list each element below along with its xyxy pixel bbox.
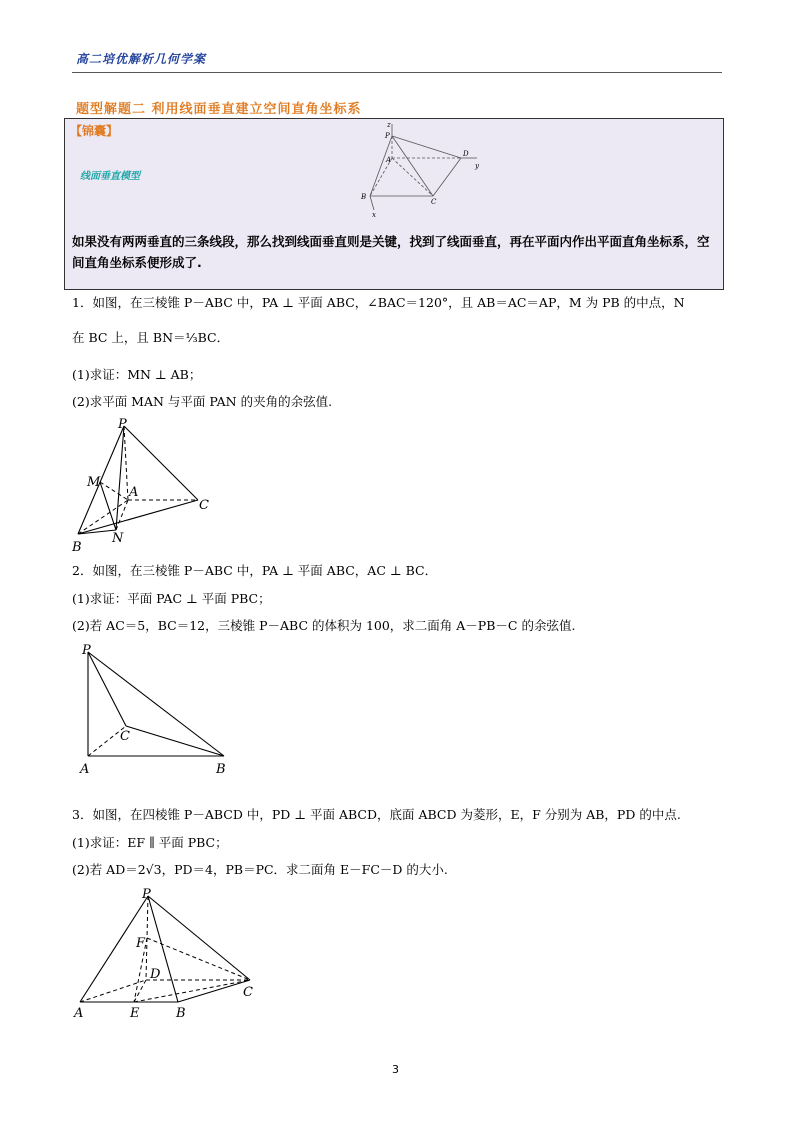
q3-part2: (2)若 AD＝2√3，PD＝4，PB＝PC．求二面角 E－FC－D 的大小. [72,862,448,877]
q3-part1: (1)求证：EF ∥ 平面 PBC； [72,835,228,850]
tip-tag: 【锦囊】 [70,124,119,138]
fig3-label-E: E [130,1006,140,1021]
fig3-label-F: F [136,936,146,951]
q1-part2: (2)求平面 MAN 与平面 PAN 的夹角的余弦值. [72,394,333,409]
fig1-label-P: P [118,417,127,432]
fig3-label-P: P [142,887,151,902]
fig1-label-A: A [129,485,139,500]
fig2-label-P: P [82,643,91,658]
model-label-x: x [372,211,376,219]
q2-figure [74,640,240,778]
fig3-label-C: C [243,985,253,1000]
model-label-C: C [431,198,437,206]
fig1-label-B: B [72,540,82,555]
section-title: 题型解题二 利用线面垂直建立空间直角坐标系 [76,102,362,117]
fig3-label-D: D [150,967,161,982]
header-title: 高二培优解析几何学案 [76,52,207,66]
model-label-B: B [361,193,367,201]
header-divider [72,72,722,73]
tip-text: 如果没有两两垂直的三条线段，那么找到线面垂直则是关键，找到了线面垂直，再在平面内作出平面直角坐标系，空间直角坐标系便形成了. [72,234,710,270]
fig1-label-N: N [112,531,124,546]
fig3-label-A: A [74,1006,84,1021]
q2-part2: (2)若 AC＝5，BC＝12，三棱锥 P－ABC 的体积为 100，求二面角 A－PB－C 的余弦值. [72,618,576,633]
q2-line1: 2．如图，在三棱锥 P－ABC 中，PA ⊥ 平面 ABC，AC ⊥ BC． [72,563,438,578]
q1-line2: 在 BC 上，且 BN＝⅓BC． [72,330,230,345]
q1-line1: 1．如图，在三棱锥 P－ABC 中，PA ⊥ 平面 ABC，∠BAC＝120°，且 AB＝AC＝AP，M 为 PB 的中点，N [72,295,685,310]
coordinate-model-figure [355,118,490,220]
model-label-y: y [475,162,479,170]
fig1-label-M: M [87,475,101,490]
q3-line1: 3．如图，在四棱锥 P－ABCD 中，PD ⊥ 平面 ABCD，底面 ABCD 为菱形，E，F 分别为 AB，PD 的中点. [72,807,681,822]
q2-part1: (1)求证：平面 PAC ⊥ 平面 PBC； [72,591,271,606]
q1-part1: (1)求证：MN ⊥ AB； [72,367,202,382]
fig2-label-C: C [120,729,130,744]
model-label-A: A [386,156,392,164]
model-label-D: D [463,150,469,158]
tip-model-label: 线面垂直模型 [80,171,140,182]
fig2-label-A: A [80,762,90,777]
fig3-label-B: B [176,1006,186,1021]
fig1-label-C: C [199,498,209,513]
model-label-P: P [385,132,390,140]
fig2-label-B: B [216,762,226,777]
q3-figure [70,884,270,1022]
page-number: 3 [392,1063,399,1076]
model-label-z: z [387,121,391,129]
q1-figure [70,414,220,556]
